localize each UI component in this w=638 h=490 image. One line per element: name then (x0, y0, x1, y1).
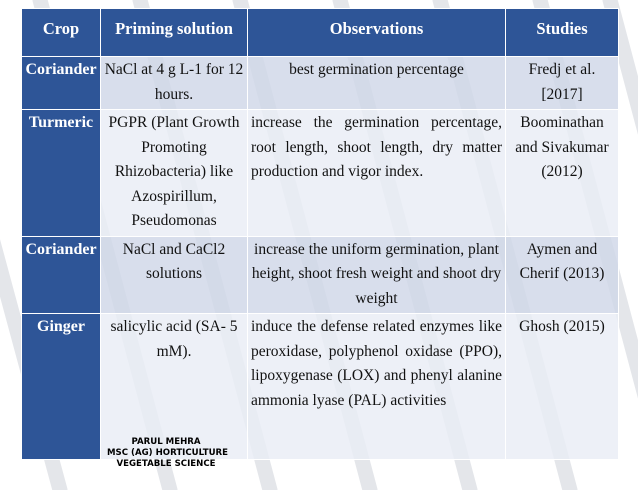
studies-cell: Aymen and Cherif (2013) (506, 236, 619, 314)
priming-cell: PGPR (Plant Growth Promoting Rhizobacteria) like Azospirillum, Pseudomonas (101, 110, 248, 237)
table-row (22, 110, 619, 237)
studies-cell: Ghosh (2015) (506, 314, 619, 460)
author-degree: MSC (AG) HORTICULTURE (107, 448, 229, 458)
priming-cell: NaCl and CaCl2 solutions (101, 236, 248, 314)
observations-cell: best germination percentage (248, 57, 506, 110)
studies-cell: Fredj et al. [2017] (506, 57, 619, 110)
crop-cell: Ginger (22, 314, 101, 460)
header-observations: Observations (248, 9, 506, 57)
author-name: PARUL MEHRA (131, 437, 201, 447)
header-row (22, 9, 619, 57)
header-priming-solution: Priming solution (101, 9, 248, 57)
crop-cell: Coriander (22, 57, 101, 110)
author-signature (107, 437, 229, 470)
seed-priming-table (21, 8, 619, 460)
observations-cell: induce the defense related enzymes like peroxidase, polyphenol oxidase (PPO), lipoxygenase (LOX) and phenyl alanine ammonia lyase (PAL) activities (248, 314, 506, 460)
crop-cell: Coriander (22, 236, 101, 314)
studies-cell: Boominathan and Sivakumar (2012) (506, 110, 619, 237)
header-studies: Studies (506, 9, 619, 57)
priming-cell: NaCl at 4 g L-1 for 12 hours. (101, 57, 248, 110)
header-crop: Crop (22, 9, 101, 57)
table-row (22, 236, 619, 314)
observations-cell: increase the uniform germination, plant height, shoot fresh weight and shoot dry weight (248, 236, 506, 314)
crop-cell: Turmeric (22, 110, 101, 237)
observations-cell: increase the germination percentage, root length, shoot length, dry matter production and vigor index. (248, 110, 506, 237)
table-row (22, 57, 619, 110)
author-department: VEGETABLE SCIENCE (116, 459, 216, 469)
priming-cell: salicylic acid (SA- 5 mM). (101, 314, 248, 460)
